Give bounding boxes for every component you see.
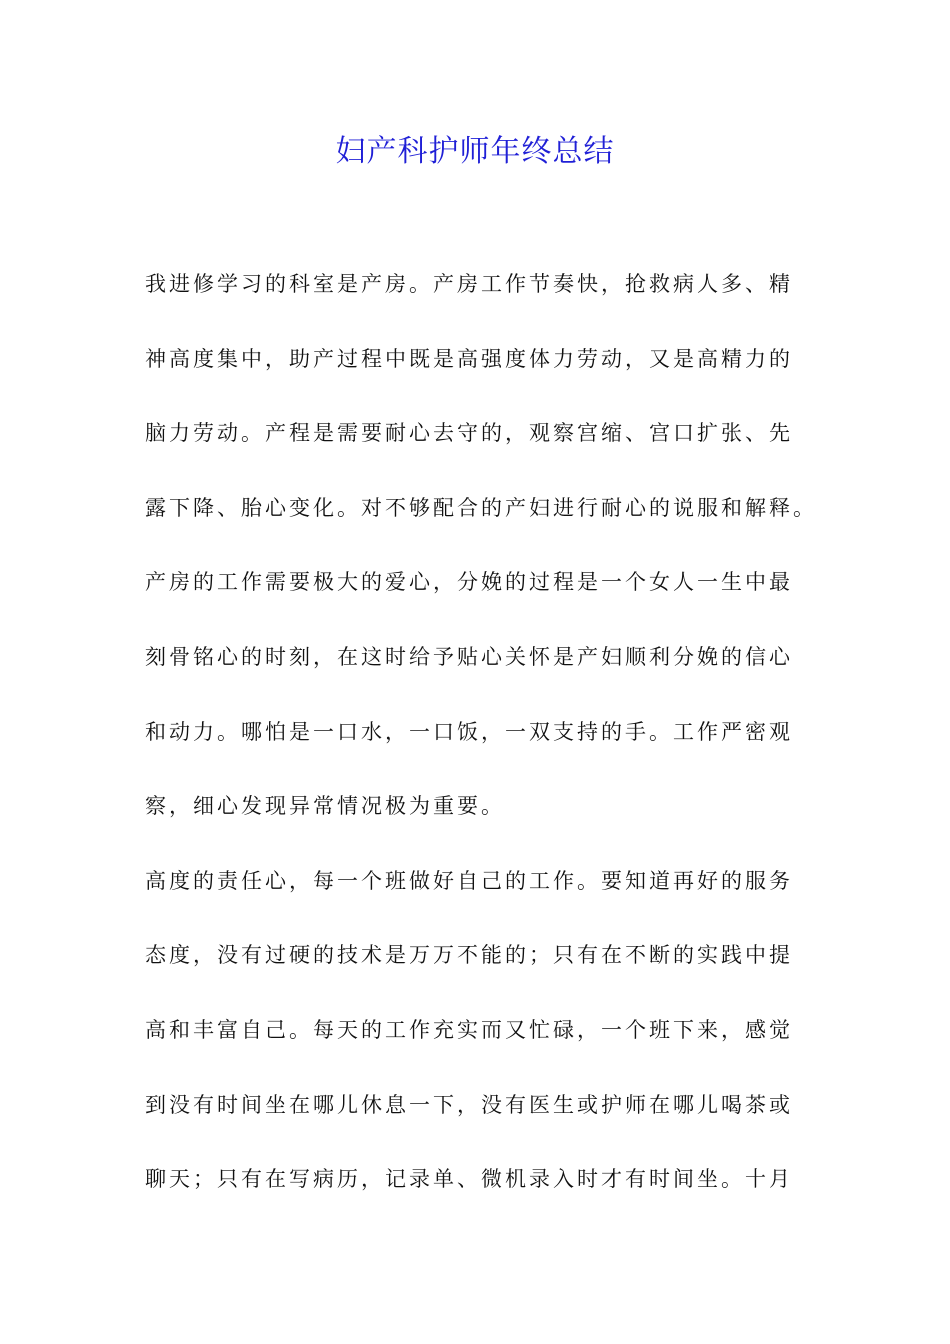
body-line: 脑力劳动。产程是需要耐心去守的，观察宫缩、宫口扩张、先 [145,421,793,446]
body-line: 态度，没有过硬的技术是万万不能的；只有在不断的实践中提 [145,943,793,968]
body-line: 聊天；只有在写病历，记录单、微机录入时才有时间坐。十月 [145,1167,793,1192]
body-line: 刻骨铭心的时刻，在这时给予贴心关怀是产妇顺利分娩的信心 [145,644,793,669]
body-line: 察，细心发现异常情况极为重要。 [145,794,505,819]
body-line: 神高度集中，助产过程中既是高强度体力劳动，又是高精力的 [145,346,793,371]
body-line: 露下降、胎心变化。对不够配合的产妇进行耐心的说服和解释。 [145,495,817,520]
body-line: 和动力。哪怕是一口水，一口饭，一双支持的手。工作严密观 [145,719,793,744]
body-line: 我进修学习的科室是产房。产房工作节奏快，抢救病人多、精 [145,272,793,296]
body-line: 高度的责任心，每一个班做好自己的工作。要知道再好的服务 [145,868,793,893]
document-body [145,264,825,1234]
body-line: 产房的工作需要极大的爱心，分娩的过程是一个女人一生中最 [145,570,793,595]
body-line: 到没有时间坐在哪儿休息一下，没有医生或护师在哪儿喝茶或 [145,1092,793,1117]
body-line: 高和丰富自己。每天的工作充实而又忙碌，一个班下来，感觉 [145,1017,793,1042]
document-title: 妇产科护师年终总结 [335,134,615,169]
